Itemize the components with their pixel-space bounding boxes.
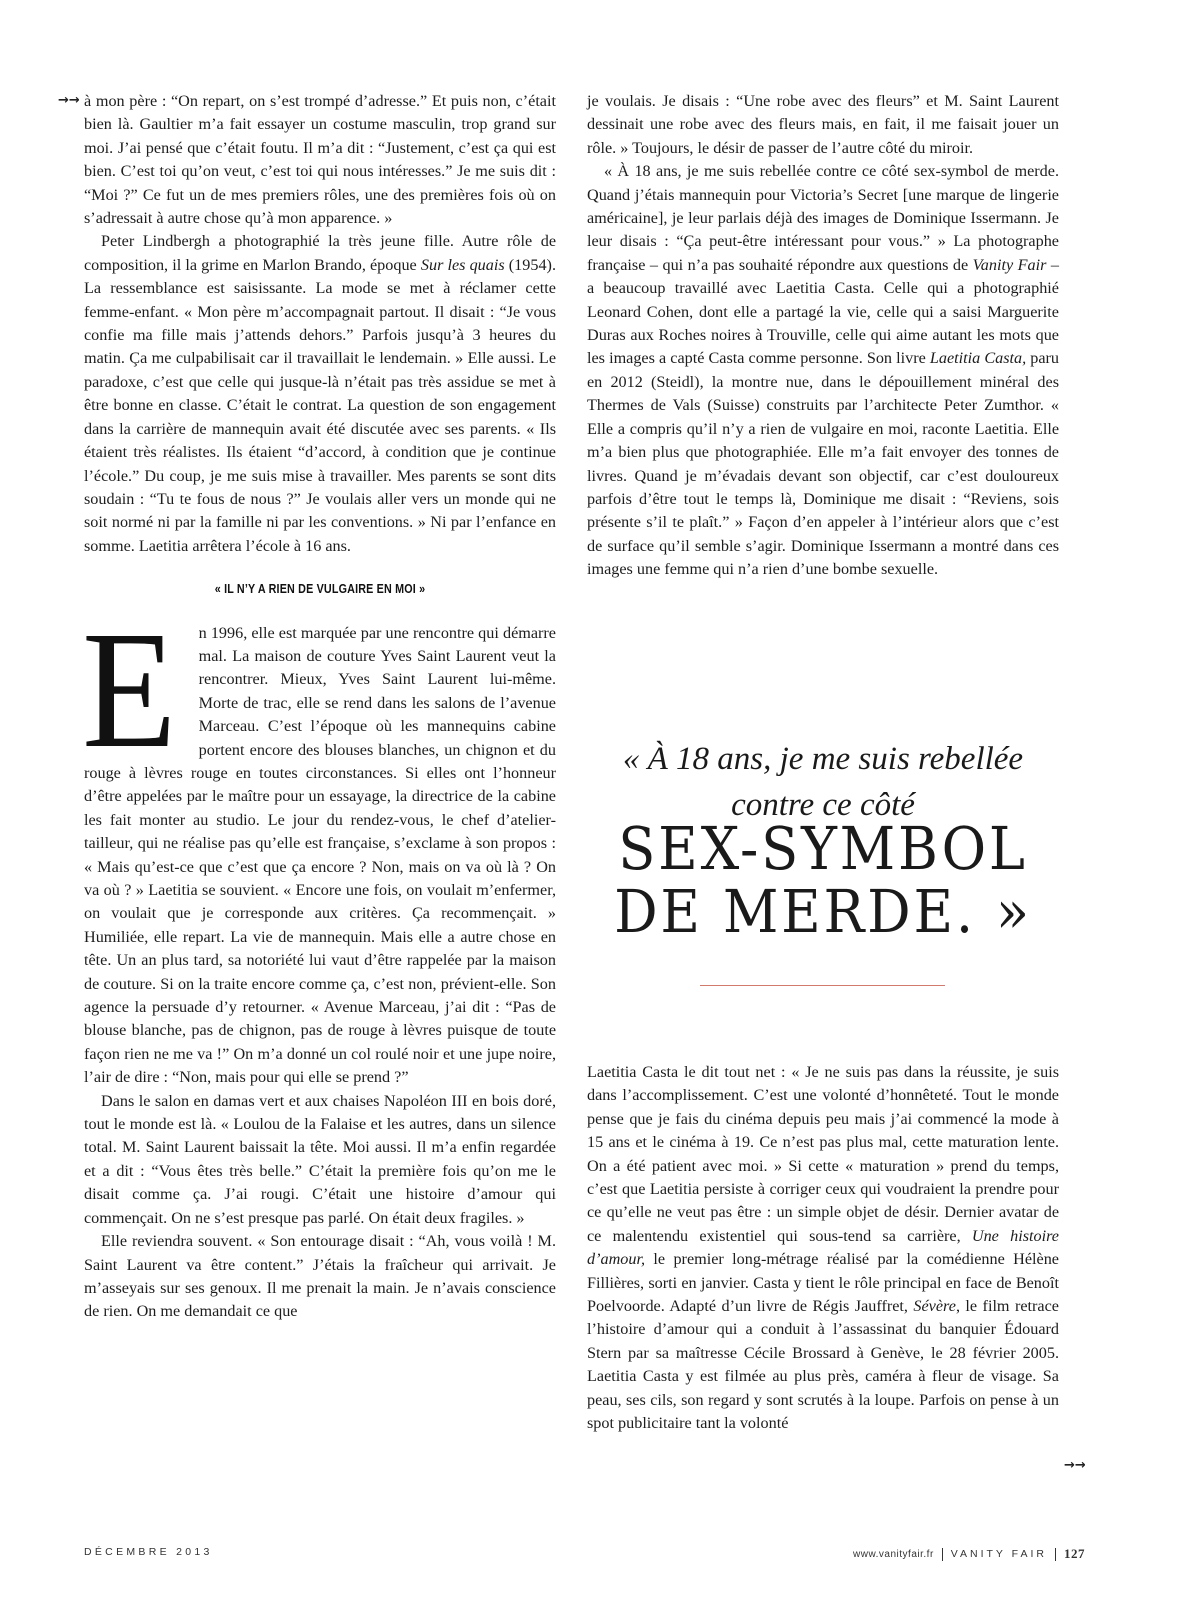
footer-separator	[1055, 1548, 1056, 1561]
book-title: Laetitia Casta,	[929, 349, 1027, 368]
footer-magazine: VANITY FAIR	[950, 1548, 1047, 1560]
paragraph: « À 18 ans, je me suis rebellée contre ce côté sex-symbol de merde. Quand j’étais mannequin pour Victoria’s Secret [une marque de lingerie américaine], je leur parlais déjà des images de Dominique Issermann. Je leur disais : “Ça peut-être intéressant pour vous.” » La photographe française – qui n’a pas souhaité répondre aux questions de Vanity Fair – a beaucoup travaillé avec Laetitia Casta. Celle qui a photographié Leonard Cohen, dont elle a partagé la vie, celle qui a saisi Marguerite Duras aux Roches noires à Trouville, celle qui aime autant les mots que les images a capté Casta comme personne. Son livre Laetitia Casta, paru en 2012 (Steidl), la montre nue, dans le dépouillement minéral des Thermes de Vals (Suisse) construits par l’architecte Peter Zumthor. « Elle a compris qu’il n’y a rien de vulgaire en moi, raconte Laetitia. Elle m’a bien plus que photographiée. Elle m’a fait envoyer des tonnes de livres. Quand je m’évadais devant son objectif, car c’est douloureux parfois d’être tout le temps là, Dominique me disait : “Reviens, sois présente s’il te plaît.” » Façon d’en appeler à l’intérieur alors que c’est de surface qu’il semble s’agir. Dominique Issermann a montré dans ces images une femme qui n’a rien d’une bombe sexuelle.	[587, 162, 1060, 579]
page-number: 127	[1064, 1546, 1085, 1561]
dropcap-paragraph	[82, 596, 556, 1090]
footer-separator	[942, 1548, 943, 1561]
paragraph: à mon père : “On repart, on s’est trompé d’adresse.” Et puis non, c’était bien là. Gaultier m’a fait essayer un costume masculin, trop grand sur moi. J’ai pensé que c’était foutu. Il m’a dit : “Justement, c’est ça qui est bien. C’est toi qu’on veut, c’est toi qui nous intéresses.” Je me suis dit : “Moi ?” Ce fut un de mes premiers rôles, une des premières fois où on s’adressait à autre chose qu’à mon apparence. »	[84, 92, 556, 228]
paragraph: je voulais. Je disais : “Une robe avec des fleurs” et M. Saint Laurent dessinait une robe avec des fleurs mais, en fait, il me faisait jouer un rôle. » Toujours, le désir de passer de l’autre côté du miroir.	[587, 92, 1059, 157]
film-title: Sur les quais	[420, 255, 505, 274]
paragraph: n 1996, elle est marquée par une rencontre qui démarre mal. La maison de couture Yves Saint Laurent veut la rencontrer. Mieux, Yves Saint Laurent lui-même. Morte de trac, elle se rend dans les salons de l’avenue Marceau. C’est l’époque où les mannequins cabine portent encore des blouses blanches, un chignon et du rouge à lèvres rouge en toutes circonstances. Si elles ont l’honneur d’être appelées par le maître pour un essayage, la directrice de la cabine les fait monter au studio. Le jour du rendez-vous, le chef d’atelier-tailleur, qui ne réalise pas qu’elle est française, s’exclame à son propos : « Mais qu’est-ce que c’est que ça encore ? Non, mais on va où là ? On va où ? » Laetitia se souvient. « Encore une fois, on voulait m’enfermer, on voulait que je corresponde aux critères. Ça recommençait. » Humiliée, elle repart. La vie de mannequin. Mais elle a autre chose en tête. Un an plus tard, sa notoriété lui vaut d’être rappelée par la maison de couture. Si on la traite encore comme ça, c’est non, prévient-elle. Son agence la persuade d’y retourner. « Avenue Marceau, j’ai dit : “Pas de blouse blanche, pas de chignon, pas de rouge à lèvres puisque de toute façon rien ne me va !” On m’a donné un col roulé noir et une jupe noire, l’air de dire : “Non, mais pour qui elle se prend ?”	[84, 623, 556, 1087]
article-column-right-bottom	[587, 1061, 1059, 1436]
pullquote-headline: SEX-SYMBOL DE MERDE. »	[614, 814, 1032, 946]
article-column-left	[84, 90, 556, 1324]
section-subhead: « IL N’Y A RIEN DE VULGAIRE EN MOI »	[214, 582, 426, 597]
footer-url: www.vanityfair.fr	[853, 1548, 934, 1560]
pullquote-divider	[700, 985, 945, 986]
continued-arrow-icon: →→	[58, 93, 80, 108]
magazine-name: Vanity Fair	[972, 255, 1047, 274]
film-title: Une histoire d’amour,	[587, 1226, 1059, 1269]
book-title: Sévère	[913, 1297, 956, 1316]
dropcap-letter: E	[82, 596, 177, 783]
paragraph: Dans le salon en damas vert et aux chaises Napoléon III en bois doré, tout le monde est là. « Loulou de la Falaise et les autres, dans un silence total. M. Saint Laurent baissait la tête. Moi aussi. Il m’a enfin regardée et a dit : “Vous êtes très belle.” C’était la première fois qu’on me le disait comme ça. J’ai rougi. C’était une histoire d’amour qui commençait. On ne s’est presque pas parlé. On était deux fragiles. »	[84, 1091, 556, 1227]
article-column-right-top	[587, 90, 1059, 582]
paragraph: Elle reviendra souvent. « Son entourage disait : “Ah, vous voilà ! M. Saint Laurent va être content.” J’étais la fraîcheur qui arrivait. Je m’asseyais sur ses genoux. Il me prenait la main. Je n’avais conscience de rien. On me demandait ce que	[84, 1232, 556, 1321]
continues-arrow-icon: →→	[1064, 1458, 1086, 1473]
paragraph: Laetitia Casta le dit tout net : « Je ne suis pas dans la réussite, je suis dans l’accomplissement. C’est une volonté d’honnêteté. Tout le monde pense que je fais du cinéma depuis peu mais j’ai commencé la mode à 15 ans et le cinéma à 19. Ce n’est pas plus mal, cette maturation lente. On a été patient avec moi. » Si cette « maturation » prend du temps, c’est que Laetitia persiste à corriger ceux qui voudraient la prendre pour ce qu’elle ne veut pas être : un simple objet de désir. Dernier avatar de ce malentendu existentiel qui sous-tend sa carrière, Une histoire d’amour, le premier long-métrage réalisé par la comédienne Hélène Fillières, sorti en janvier. Casta y tient le rôle principal en face de Benoît Poelvoorde. Adapté d’un livre de Régis Jauffret, Sévère, le film retrace l’histoire d’amour qui a conduit à l’assassinat du banquier Édouard Stern par sa maîtresse Cécile Brossard à Genève, le 28 février 2005. Laetitia Casta y est filmée au plus près, caméra à fleur de visage. Sa peau, ses cils, son regard y sont scrutés à la loupe. Parfois on pense à un spot publicitaire tant la volonté	[587, 1063, 1059, 1433]
paragraph: Peter Lindbergh a photographié la très jeune fille. Autre rôle de composition, il la grime en Marlon Brando, époque Sur les quais (1954). La ressemblance est saisissante. La mode se met à réclamer cette femme-enfant. « Mon père m’accompagnait partout. Il disait : “Je vous confie ma fille mais j’attends dehors.” Parfois jusqu’à 3 heures du matin. Ça me culpabilisait car il travaillait le lendemain. » Elle aussi. Le paradoxe, c’est que celle qui jusque-là n’était pas très assidue se met à être bonne en classe. C’était le contrat. La question de son engagement dans la carrière de mannequin avait été discutée avec ses parents. « Ils étaient très réalistes. Ils étaient “d’accord, à condition que je continue l’école.” Du coup, je me suis mise à travailler. Mes parents se sont dits soudain : “Tu te fous de nous ?” Je voulais aller vers un monde qui ne soit normé ni par la famille ni par les conventions. » Ni par l’enfance en somme. Laetitia arrêtera l’école à 16 ans.	[84, 232, 556, 555]
footer-right	[853, 1546, 1085, 1562]
pullquote-intro: « À 18 ans, je me suis rebellée contre ce côté	[622, 741, 1024, 823]
footer-date: DÉCEMBRE 2013	[84, 1546, 213, 1558]
